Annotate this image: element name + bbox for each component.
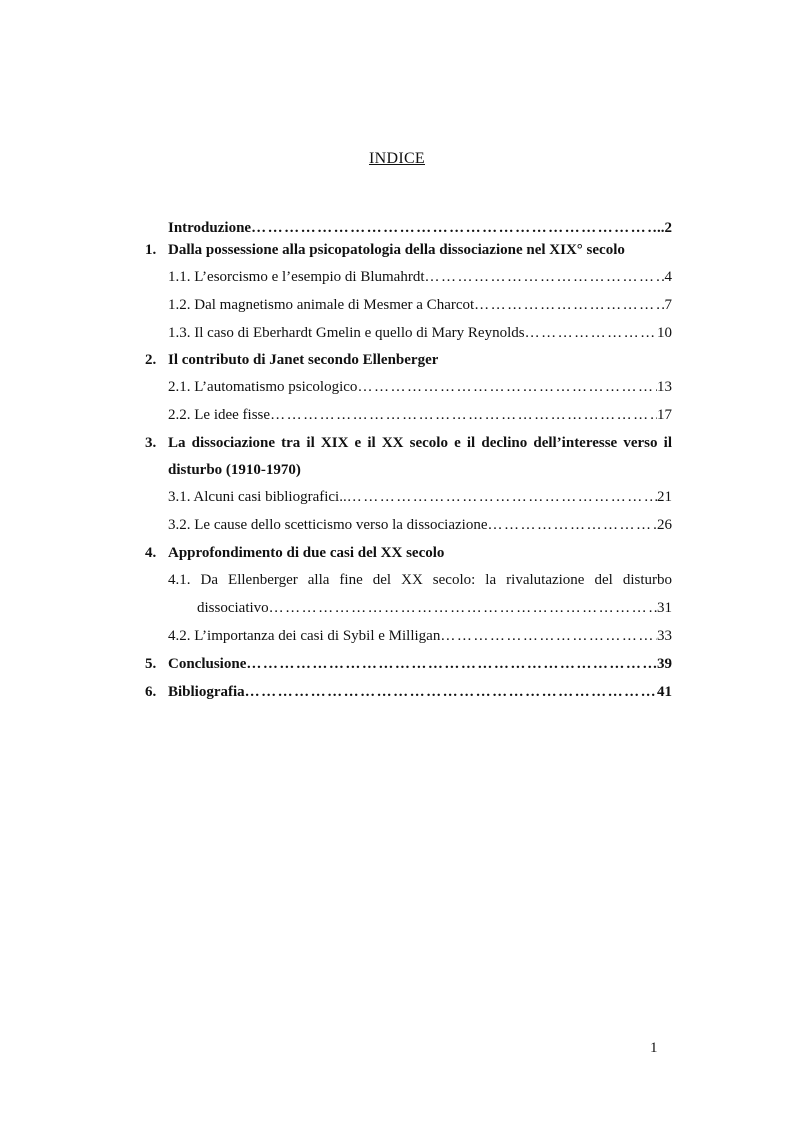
toc-leader-dots [425, 266, 665, 288]
toc-leader-dots [357, 376, 657, 398]
toc-entry-4-1-continued[interactable] [145, 597, 672, 619]
toc-page: 31 [657, 600, 672, 616]
toc-section-2[interactable] [145, 349, 672, 371]
toc-page: 13 [657, 379, 672, 395]
toc-leader-dots [487, 514, 657, 536]
toc-entry-2-2[interactable] [145, 404, 672, 426]
toc-label: 3.1. Alcuni casi bibliografici.. [168, 489, 347, 505]
toc-number: 6. [145, 684, 157, 700]
toc-number: 4. [145, 545, 157, 561]
toc-label: 1.2. Dal magnetismo animale di Mesmer a Charcot [168, 297, 475, 313]
toc-number: 5. [145, 656, 157, 672]
toc-label-continued: disturbo (1910-1970) [168, 462, 301, 478]
toc-number: 2. [145, 352, 157, 368]
toc-page: 33 [657, 628, 672, 644]
toc-leader-dots [245, 681, 657, 703]
toc-leader-dots [525, 322, 657, 344]
toc-label: 4.1. Da Ellenberger alla fine del XX secolo: la rivalutazione del disturbo [168, 572, 672, 588]
toc-section-5[interactable] [145, 653, 672, 675]
toc-label: 1.3. Il caso di Eberhardt Gmelin e quello di Mary Reynolds [168, 325, 525, 341]
toc-page: 21 [657, 489, 672, 505]
toc-label: La dissociazione tra il XIX e il XX secolo e il declino dell’interesse verso il [168, 435, 672, 451]
page-title: INDICE [368, 150, 425, 167]
toc-page: 41 [657, 684, 672, 700]
toc-label: Conclusione [168, 656, 247, 672]
toc-leader-dots [269, 597, 657, 619]
toc-entry-1-1[interactable] [145, 266, 672, 288]
toc-entry-1-3[interactable] [145, 322, 672, 344]
toc-page: 17 [657, 407, 672, 423]
toc-page: 10 [657, 325, 672, 341]
toc-label: Introduzione [168, 220, 252, 236]
toc-entry-4-2[interactable] [145, 625, 672, 647]
toc-number: 1. [145, 242, 157, 258]
toc-section-3[interactable] [145, 432, 672, 454]
toc-label-continued: dissociativo [197, 600, 269, 616]
toc-label: Bibliografia [168, 684, 245, 700]
toc-entry-2-1[interactable] [145, 376, 672, 398]
toc-label: Approfondimento di due casi del XX secolo [168, 545, 445, 561]
toc-label: 2.2. Le idee fisse [168, 407, 271, 423]
page-number: 1 [650, 1040, 658, 1056]
toc-leader-dots [474, 294, 664, 316]
toc-section-1[interactable] [145, 239, 672, 261]
toc-section-6[interactable] [145, 681, 672, 703]
toc-section-3-continued [145, 459, 672, 481]
toc-section-4[interactable] [145, 542, 672, 564]
toc-entry-3-2[interactable] [145, 514, 672, 536]
toc-entry-introduzione[interactable] [145, 217, 672, 239]
toc-label: 4.2. L’importanza dei casi di Sybil e Milligan [168, 628, 441, 644]
toc-label: 3.2. Le cause dello scetticismo verso la dissociazione [168, 517, 488, 533]
toc-entry-4-1[interactable] [145, 569, 672, 591]
toc-page: 7 [664, 297, 672, 313]
toc-label: Il contributo di Janet secondo Ellenberger [168, 352, 439, 368]
toc-leader-dots [246, 653, 657, 675]
toc-label: 2.1. L’automatismo psicologico [168, 379, 358, 395]
toc-page: 4 [664, 269, 672, 285]
toc-leader-dots [440, 625, 657, 647]
toc-label: Dalla possessione alla psicopatologia della dissociazione nel XIX° secolo [168, 242, 625, 258]
toc-entry-3-1[interactable] [145, 486, 672, 508]
toc-leader-dots [270, 404, 657, 426]
toc-leader-dots [347, 486, 657, 508]
toc-label: 1.1. L’esorcismo e l’esempio di Blumahrdt [168, 269, 425, 285]
toc-page: ..2 [657, 220, 672, 236]
toc-leader-dots [251, 217, 657, 239]
toc-number: 3. [145, 435, 157, 451]
toc-page: 39 [657, 656, 672, 672]
toc-page: 26 [657, 517, 672, 533]
toc-entry-1-2[interactable] [145, 294, 672, 316]
